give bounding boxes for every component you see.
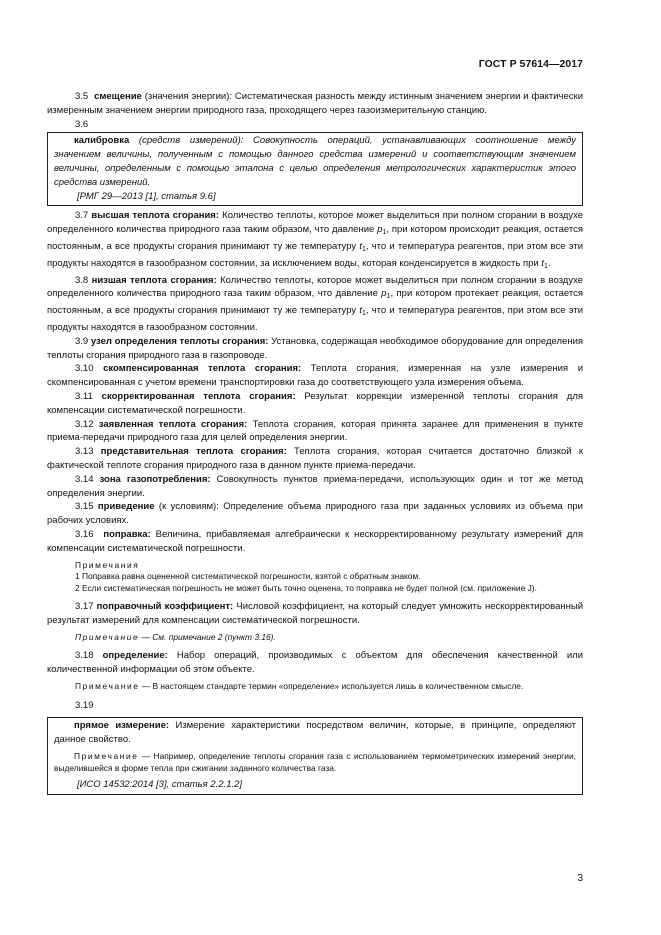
section-3-6-box — [47, 132, 583, 206]
note-2: 2 Если систематическая погрешность не может быть точно оценена, то поправка не будет полной (см. приложение J). — [75, 582, 537, 593]
section-3-8: 3.8 низшая теплота сгорания: Количество теплоты, которое может выделиться при полном сгорании в воздухе определенного количества природного газа таким образом, что давление $p_1$, при котором протекает реакция, остается постоянным, а все продукты сгорания принимают ту же температуру $t_1$, что и температура реагентов, при этом все эти продукты находятся в газообразном состоянии. — [47, 274, 584, 333]
section-3-17: 3.17 поправочный коэффициент: Числовой коэффициент, на который следует умножить нескорректированный результат измерений для компенсации систематической погрешности. — [47, 601, 584, 627]
term-calorific-value-station: узел определения теплоты сгорания: — [90, 335, 269, 347]
term-declared-calorific-value: заявленная теплота сгорания: — [98, 418, 248, 430]
term-determination: определение: — [102, 650, 168, 662]
term-representative-calorific-value: представительная теплота сгорания: — [100, 446, 287, 458]
section-3-17-note: Примечание — См. примечание 2 (пункт 3.16). — [75, 631, 276, 642]
section-3-15: 3.15 приведение (к условиям): Определение объема природного газа при заданных условиях из объема при рабочих условиях. — [47, 501, 583, 527]
note-1: 1 Поправка равна оцененной систематической погрешности, взятой с обратным знаком. — [75, 571, 421, 582]
section-3-5: 3.5 смещение (значения энергии): Систематическая разность между истинным значением энергии и фактически измеренным значением энергии природного газа, проходящего через газоизмерительную станцию. — [47, 91, 583, 116]
section-3-11: 3.11 скорректированная теплота сгорания: Результат коррекции измеренной теплоты сгорания для компенсации систематической погрешности. — [47, 390, 584, 416]
term-correction-factor: поправочный коэффициент: — [96, 601, 234, 613]
section-3-19-source: [ИСО 14532:2014 [3], статья 2.2.1.2] — [77, 779, 243, 791]
section-3-10: 3.10 скомпенсированная теплота сгорания: Теплота сгорания, измеренная на узле измерения и скомпенсированная с учетом времени транспортировки газа до соответствующего узла измерения объема. — [47, 363, 584, 389]
section-3-19-box — [47, 717, 583, 795]
section-3-7: 3.7 высшая теплота сгорания: Количество теплоты, которое может выделиться при полном сгорании в воздухе определенного количества природного газа таким образом, что давление $p_1$, при котором происходит реакция, остается постоянным, а все продукты сгорания принимают ту же температуру $t_1$, что и температура реагентов, при этом все эти продукты находятся в газообразном состоянии, за исключением воды, которая конденсируется в жидкость при $t_1$. — [47, 210, 584, 270]
term-conversion: приведение — [97, 501, 155, 513]
section-3-16: 3.16 поправка: Величина, прибавляемая алгебраически к нескорректированному результату измерений для компенсации систематической погрешности. — [47, 528, 583, 554]
standard-header: ГОСТ Р 57614—2017 — [478, 59, 583, 70]
section-3-19: прямое измерение: Измерение характеристики посредством величин, которые, в принципе, определяют данное свойство. — [54, 720, 577, 746]
term-bias: смещение — [94, 91, 142, 102]
page-number: 3 — [577, 873, 583, 884]
section-3-19-number: 3.19 — [75, 699, 94, 711]
term-compensated-calorific-value: скомпенсированная теплота сгорания: — [103, 363, 302, 375]
section-3-18: 3.18 определение: Набор операций, производимых с объектом для обеспечения качественной или количественной информации об этом объекте. — [47, 650, 584, 676]
section-3-9: 3.9 узел определения теплоты сгорания: Установка, содержащая необходимое оборудование для определения теплоты сгорания природного газа в газопроводе. — [47, 335, 584, 361]
term-calibration: калибровка — [74, 135, 130, 147]
section-3-18-note: Примечание — В настоящем стандарте термин «определение» используется лишь в количественном смысле. — [75, 681, 524, 692]
notes-label: Примечания — [75, 559, 140, 570]
section-3-13: 3.13 представительная теплота сгорания: Теплота сгорания, которая считается достаточно близкой к фактической теплоте сгорания природного газа в данном пункте приема-передачи. — [47, 446, 583, 471]
term-net-calorific-value: низшая теплота сгорания: — [91, 274, 217, 286]
term-gross-calorific-value: высшая теплота сгорания: — [91, 210, 220, 222]
term-correction: поправка: — [103, 528, 151, 540]
term-consumption-zone: зона газопотребления: — [99, 473, 211, 485]
section-3-14: 3.14 зона газопотребления: Совокупность пунктов приема-передачи, использующих один и тот же метод определения энергии. — [47, 473, 584, 499]
section-3-6-number: 3.6 — [75, 118, 89, 130]
section-3-16-notes — [47, 560, 583, 595]
section-3-19-note: Примечание — Например, определение теплоты сгорания газа с использованием термометрических измерений энергии, выделившейся в форме тепла при сжигании заданного количества газа. — [54, 751, 576, 773]
term-corrected-calorific-value: скорректированная теплота сгорания: — [101, 390, 296, 402]
section-3-6-source: [РМГ 29—2013 [1], статья 9.6] — [77, 190, 216, 202]
document-body — [47, 90, 583, 798]
term-direct-measurement: прямое измерение: — [74, 720, 170, 732]
section-3-6: калибровка (средств измерений): Совокупность операций, устанавливающих соотношение между значением величины, полученным с помощью данного средства измерений и соответствующим значением величины, определенным с помощью эталона с целью определения метрологических характеристик этого средства измерений. — [54, 135, 576, 188]
section-3-12: 3.12 заявленная теплота сгорания: Теплота сгорания, которая принята заранее для применения в пункте приема-передачи природного газа для целей определения энергии. — [47, 418, 583, 444]
